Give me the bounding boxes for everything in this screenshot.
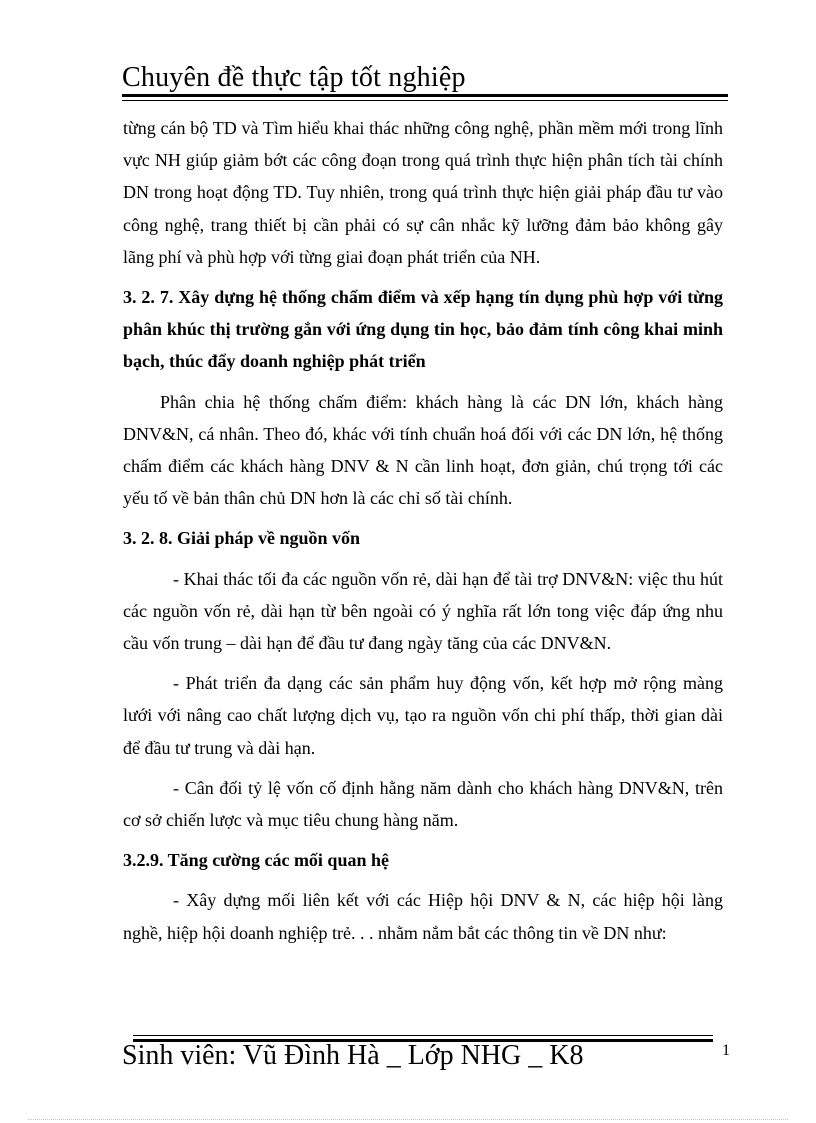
page-bottom-border [28,1119,788,1120]
bullet-paragraph: - Xây dựng mối liên kết với các Hiệp hội DNV & N, các hiệp hội làng nghề, hiệp hội doanh nghiệp trẻ. . . nhằm nắm bắt các thông tin về DN như: [123,890,723,943]
paragraph: từng cán bộ TD và Tìm hiểu khai thác những công nghệ, phần mềm mới trong lĩnh vực NH giúp giảm bớt các công đoạn trong quá trình thực hiện phân tích tài chính DN trong hoạt động TD. Tuy nhiên, trong quá trình thực hiện giải pháp đầu tư vào công nghệ, trang thiết bị cần phải có sự cân nhắc kỹ lưỡng đảm bảo không gây lãng phí và phù hợp với từng giai đoạn phát triển của NH. [123,118,723,267]
bullet-paragraph: - Phát triển đa dạng các sản phẩm huy động vốn, kết hợp mở rộng màng lưới với nâng cao chất lượng dịch vụ, tạo ra nguồn vốn chi phí thấp, thời gian dài để đầu tư trung và dài hạn. [123,673,723,758]
bullet-paragraph: - Cân đối tỷ lệ vốn cố định hằng năm dành cho khách hàng DNV&N, trên cơ sở chiến lược và mục tiêu chung hàng năm. [123,777,723,831]
header-rule-thick [122,94,728,97]
page-number: 1 [722,1042,730,1059]
footer-rule-thin [133,1035,713,1036]
section-heading-3-2-8: 3. 2. 8. Giải pháp về nguồn vốn [123,528,361,549]
section-heading-3-2-7: 3. 2. 7. Xây dựng hệ thống chấm điểm và xếp hạng tín dụng phù hợp với từng phân khúc thị trường gắn với ứng dụng tin học, bảo đảm tính công khai minh bạch, thúc đẩy doanh nghiệp phát triển [123,287,723,372]
document-body [123,112,723,949]
page-header-title: Chuyên đề thực tập tốt nghiệp [122,62,466,93]
bullet-paragraph: - Khai thác tối đa các nguồn vốn rẻ, dài hạn để tài trợ DNV&N: việc thu hút các nguồn vốn rẻ, dài hạn từ bên ngoài có ý nghĩa rất lớn tong việc đáp ứng nhu cầu vốn trung – dài hạn để đầu tư đang ngày tăng của các DNV&N. [123,568,723,654]
paragraph: Phân chia hệ thống chấm điểm: khách hàng là các DN lớn, khách hàng DNV&N, cá nhân. Theo đó, khác với tính chuẩn hoá đối với các DN lớn, hệ thống chấm điểm các khách hàng DNV & N cần linh hoạt, đơn giản, chú trọng tới các yếu tố về bản thân chủ DN hơn là các chỉ số tài chính. [123,391,723,509]
section-heading-3-2-9: 3.2.9. Tăng cường các mối quan hệ [123,850,389,871]
header-rule-thin [122,100,728,101]
page-footer-text: Sinh viên: Vũ Đình Hà _ Lớp NHG _ K8 [122,1040,584,1071]
